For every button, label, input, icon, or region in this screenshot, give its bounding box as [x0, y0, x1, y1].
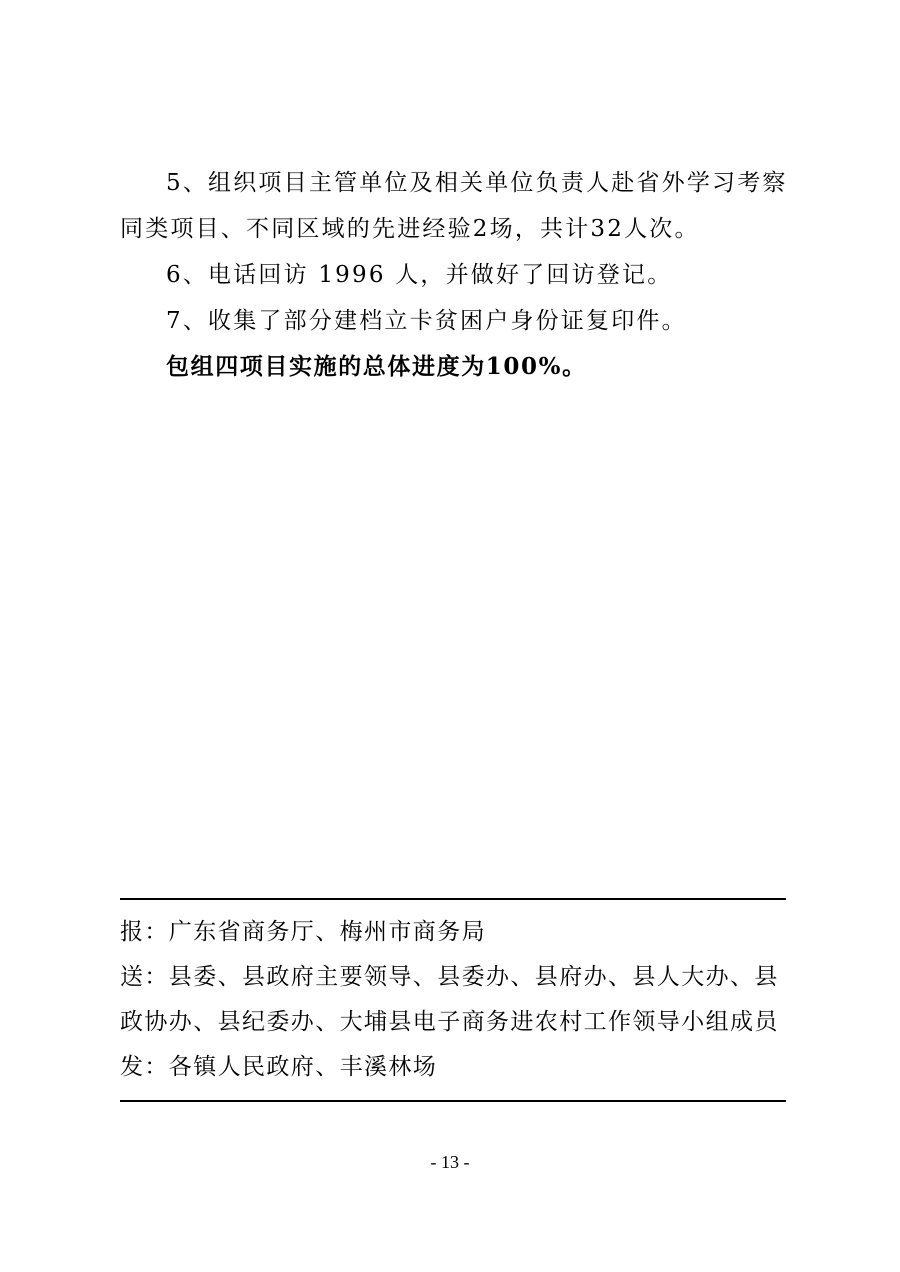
- issue-to-line: 发：各镇人民政府、丰溪林场: [120, 1054, 438, 1080]
- body-text: [120, 160, 790, 390]
- paragraph-item-5: 5、组织项目主管单位及相关单位负责人赴省外学习考察同类项目、不同区域的先进经验2场，共计32人次。: [120, 170, 788, 242]
- send-to-line: 送：县委、县政府主要领导、县委办、县府办、县人大办、县政协办、县纪委办、大埔县电子商务进农村工作领导小组成员: [120, 964, 779, 1035]
- paragraph-item-7: 7、收集了部分建档立卡贫困户身份证复印件。: [166, 308, 687, 334]
- paragraph-item-6: 6、电话回访 1996 人，并做好了回访登记。: [166, 262, 673, 288]
- distribution-list: [120, 910, 790, 1090]
- progress-summary: 包组四项目实施的总体进度为100%。: [166, 353, 587, 380]
- report-to-line: 报：广东省商务厅、梅州市商务局: [120, 919, 486, 945]
- page-number: - 13 -: [430, 1152, 470, 1172]
- divider-top: [120, 898, 786, 900]
- divider-bottom: [120, 1100, 786, 1102]
